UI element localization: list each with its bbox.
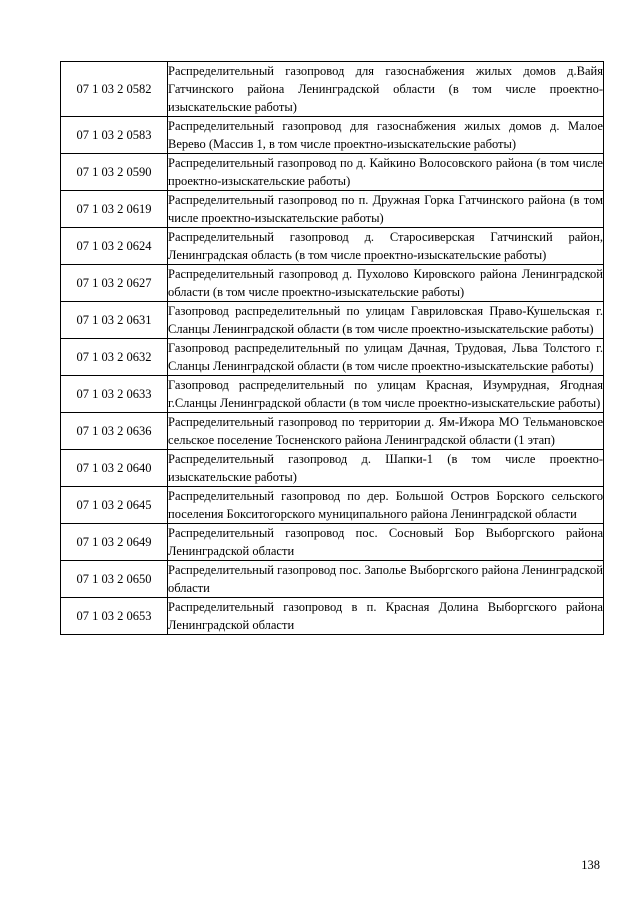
code-cell: 07 1 03 2 0583	[61, 117, 168, 154]
code-cell: 07 1 03 2 0636	[61, 413, 168, 450]
table-row	[61, 561, 604, 598]
name-cell: Распределительный газопровод пос. Сосновый Бор Выборгского района Ленинградской области	[168, 524, 604, 561]
name-cell: Распределительный газопровод для газоснабжения жилых домов д. Малое Верево (Массив 1, в том числе проектно-изыскательские работы)	[168, 117, 604, 154]
code-cell: 07 1 03 2 0582	[61, 62, 168, 117]
code-cell: 07 1 03 2 0631	[61, 302, 168, 339]
name-cell: Газопровод распределительный по улицам Гавриловская Право-Кушельская г. Сланцы Ленинградской области (в том числе проектно-изыскательские работы)	[168, 302, 604, 339]
code-cell: 07 1 03 2 0624	[61, 228, 168, 265]
name-cell: Распределительный газопровод по п. Дружная Горка Гатчинского района (в том числе проектно-изыскательские работы)	[168, 191, 604, 228]
table-row	[61, 524, 604, 561]
code-cell: 07 1 03 2 0650	[61, 561, 168, 598]
table-row	[61, 191, 604, 228]
code-cell: 07 1 03 2 0619	[61, 191, 168, 228]
table-row	[61, 339, 604, 376]
table-row	[61, 154, 604, 191]
table-row	[61, 598, 604, 635]
table-row	[61, 302, 604, 339]
table-row	[61, 62, 604, 117]
code-cell: 07 1 03 2 0653	[61, 598, 168, 635]
name-cell: Распределительный газопровод пос. Заполье Выборгского района Ленинградской области	[168, 561, 604, 598]
code-cell: 07 1 03 2 0627	[61, 265, 168, 302]
code-cell: 07 1 03 2 0640	[61, 450, 168, 487]
name-cell: Распределительный газопровод д. Старосиверская Гатчинский район, Ленинградская область (в том числе проектно-изыскательские работы)	[168, 228, 604, 265]
name-cell: Распределительный газопровод в п. Красная Долина Выборгского района Ленинградской области	[168, 598, 604, 635]
code-cell: 07 1 03 2 0645	[61, 487, 168, 524]
name-cell: Распределительный газопровод для газоснабжения жилых домов д.Вайя Гатчинского района Ленинградской области (в том числе проектно-изыскательские работы)	[168, 62, 604, 117]
code-cell: 07 1 03 2 0632	[61, 339, 168, 376]
table-row	[61, 487, 604, 524]
code-cell: 07 1 03 2 0649	[61, 524, 168, 561]
page-number: 138	[581, 858, 600, 872]
table-row	[61, 265, 604, 302]
name-cell: Распределительный газопровод по д. Кайкино Волосовского района (в том числе проектно-изыскательские работы)	[168, 154, 604, 191]
name-cell: Газопровод распределительный по улицам Дачная, Трудовая, Льва Толстого г. Сланцы Ленинградской области (в том числе проектно-изыскательские работы)	[168, 339, 604, 376]
table-row	[61, 117, 604, 154]
code-cell: 07 1 03 2 0633	[61, 376, 168, 413]
table-row	[61, 228, 604, 265]
table-row	[61, 450, 604, 487]
name-cell: Распределительный газопровод д. Пухолово Кировского района Ленинградской области (в том числе проектно-изыскательские работы)	[168, 265, 604, 302]
name-cell: Распределительный газопровод по территории д. Ям-Ижора МО Тельмановское сельское поселение Тосненского района Ленинградской области (1 этап)	[168, 413, 604, 450]
table-row	[61, 413, 604, 450]
name-cell: Газопровод распределительный по улицам Красная, Изумрудная, Ягодная г.Сланцы Ленинградской области (в том числе проектно-изыскательские работы)	[168, 376, 604, 413]
name-cell: Распределительный газопровод по дер. Большой Остров Борского сельского поселения Бокситогорского муниципального района Ленинградской области	[168, 487, 604, 524]
name-cell: Распределительный газопровод д. Шапки-1 (в том числе проектно-изыскательские работы)	[168, 450, 604, 487]
code-cell: 07 1 03 2 0590	[61, 154, 168, 191]
budget-classification-table	[60, 61, 604, 635]
table-row	[61, 376, 604, 413]
